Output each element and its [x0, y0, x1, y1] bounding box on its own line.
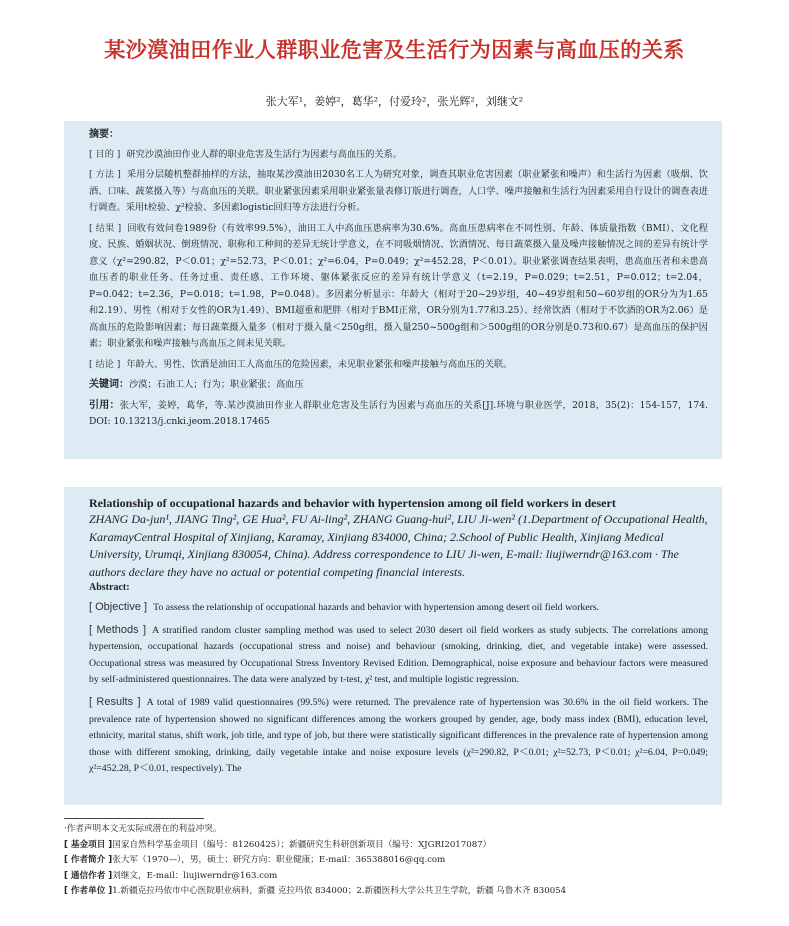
author-text: 张大军（1970—），男，硕士；研究方向：职业健康；E-mail：365388016@qq.com [112, 855, 446, 865]
citation-line [89, 398, 708, 431]
conflict-declaration: ·作者声明本文无实际或潜在的利益冲突。 [64, 824, 222, 834]
footnote-divider [64, 818, 204, 819]
english-methods-text: A stratified random cluster sampling method was used to select 2030 desert oil field workers as study subjects. The correlations among hypertension, occupational hazards (occupational stress and noise) and behaviour (smoking, drinking, diet, and vegetable intake) were assessed. Occupational stress was measured by Occupational Stress Inventory Revised Edition. Demographical, noise exposure and behaviour factors were measured by self-administered questionnaires. The data were analyzed by t-test, χ² test, and multiple logistic regression. [89, 624, 708, 686]
conclusion-tag: [ 结论 ] [89, 358, 121, 370]
correspondence-text: 刘继文，E-mail：liujiwerndr@163.com [112, 870, 278, 881]
author-note [64, 853, 744, 869]
chinese-abstract [64, 121, 722, 459]
english-results-text: A total of 1989 valid questionnaires (99.5%) were returned. The prevalence rate of hypertension was 30.6% in the oil field workers. The prevalence rate of hypertension showed no significant differences among the workers grouped by gender, age, body mass index (BMI), education level, ethnicity, marital status, shift work, job title, and type of job, but there were statistically significant differences in the prevalence rate of hypertension among those with different smoking, drinking, daily vegetable intake and noise exposure levels (χ²=290.82, P＜0.01; χ²=52.73, P＜0.01; χ²=6.04, P=0.049; χ²=452.28, P＜0.01, respectively). The [89, 696, 709, 775]
english-objective-section [89, 599, 708, 617]
author-tag: [ 作者简介 ] [64, 855, 113, 865]
objective-text: 研究沙漠油田作业人群的职业危害及生活行为因素与高血压的关系。 [126, 148, 403, 160]
citation-label: 引用： [89, 399, 120, 411]
english-results-section [89, 694, 708, 778]
citation-text[interactable]: 张大军，姜婷，葛华，等.某沙漠油田作业人群职业危害及生活行为因素与高血压的关系[J].环境与职业医学，2018，35(2)：154-157，174. DOI: 10.13213/j.cnki.jeom.2018.17465 [89, 399, 708, 427]
fund-note [64, 838, 744, 854]
english-methods-tag: [ Methods ] [89, 623, 147, 636]
keywords-label: 关键词： [89, 379, 129, 390]
english-methods-section [89, 622, 708, 689]
english-results-tag: [ Results ] [89, 695, 141, 708]
results-text: 回收有效问卷1989份（有效率99.5%），油田工人中高血压患病率为30.6%。高血压患病率在不同性别、年龄、体质量指数（BMI）、文化程度、民族、婚姻状况、倒班情况、职称和工种间的差异无统计学意义，在不同吸烟情况、饮酒情况、每日蔬菜摄入量及噪声接触情况之间的差异有统计学意义（χ²=290.82，P＜0.01；χ²=52.73，P＜0.01；χ²=6.04，P=0.049；χ²=452.28，P＜0.01）。职业紧张调查结果表明，患高血压者和未患高血压者的职业任务、任务过重、责任感、工作环境、躯体紧张反应的差异有统计学意义（t=2.19，P=0.029；t=2.51，P=0.012；t=2.04，P=0.042；t=2.36，P=0.018；t=1.98，P=0.048）。多因素分析显示：年龄大（相对于20~29岁组，40~49岁组和50~60岁组的OR分为为1.65和2.19）、男性（相对于女性的OR为1.49）、BMI超重和肥胖（相对于BMI正常，OR分别为1.77和3.25）、经常饮酒（相对于不饮酒的OR为2.06）是高血压的危险影响因素；每日蔬菜摄入量多（相对于摄入量＜250g组，摄入量250~500g组和＞500g组的OR分别是0.73和0.67）是高血压的保护因素；职业紧张和噪声接触与高血压之间未见关联。 [89, 222, 708, 349]
conclusion-text: 年龄大、男性、饮酒是油田工人高血压的危险因素，未见职业紧张和噪声接触与高血压的关联。 [126, 358, 513, 370]
results-tag: [ 结果 ] [89, 222, 122, 234]
methods-section [89, 167, 708, 217]
keywords-line [89, 377, 708, 394]
english-title: Relationship of occupational hazards and behavior with hypertension among oil field workers in desert [89, 496, 616, 510]
abstract-heading: 摘要： [89, 129, 119, 140]
fund-text: 国家自然科学基金项目（编号：81260425）；新疆研究生科研创新项目（编号：XJGRI2017087） [112, 839, 492, 850]
correspondence-note [64, 869, 744, 885]
author-list: 张大军¹，姜婷²，葛华²，付爱玲²，张光辉²，刘继文² [265, 95, 524, 108]
keywords-text: 沙漠；石油工人；行为；职业紧张；高血压 [129, 379, 304, 390]
conclusion-section [89, 357, 708, 374]
english-abstract [64, 487, 722, 805]
objective-section [89, 147, 708, 164]
methods-text: 采用分层随机整群抽样的方法，抽取某沙漠油田2030名工人为研究对象，调查其职业危害因素（职业紧张和噪声）和生活行为因素（吸烟、饮酒、口味、蔬菜摄入等）与高血压的关联。职业紧张因素采用职业紧张量表修订版进行调查，人口学、噪声接触和生活行为因素采用自行设计的调查表进行调查。采用t检验、χ²检验、多因素logistic回归等方法进行分析。 [89, 169, 708, 213]
footnotes [64, 822, 744, 900]
fund-tag: [ 基金项目 ] [64, 839, 113, 850]
correspondence-tag: [ 通信作者 ] [64, 870, 113, 881]
objective-tag: [ 目的 ] [89, 148, 121, 160]
methods-tag: [ 方法 ] [89, 169, 121, 180]
results-section [89, 221, 708, 353]
article-title: 某沙漠油田作业人群职业危害及生活行为因素与高血压的关系 [104, 38, 685, 62]
affiliation-text: 1.新疆克拉玛依市中心医院职业病科，新疆 克拉玛依 834000；2.新疆医科大学公共卫生学院，新疆 乌鲁木齐 830054 [112, 886, 567, 896]
english-authors: ZHANG Da-jun¹, JIANG Ting², GE Hua², FU Ai-ling², ZHANG Guang-hui², LIU Ji-wen² (1.Department of Occupational Health, KaramayCentral Hospital of Xinjiang, Karamay, Xinjiang 834000, China; 2.School of Public Health, Xinjiang Medical University, Urumqi, Xinjiang 830054, China). Address correspondence to LIU Ji-wen, E-mail: liujiwerndr@163.com · The authors declare they have no actual or potential competing financial interests. [89, 512, 708, 579]
english-objective-tag: [ Objective ] [89, 601, 148, 613]
english-objective-text: To assess the relationship of occupational hazards and behavior with hypertension among desert oil field workers. [153, 602, 600, 613]
english-abstract-label: Abstract: [89, 582, 130, 593]
affiliation-note [64, 884, 744, 900]
affiliation-tag: [ 作者单位 ] [64, 886, 113, 896]
